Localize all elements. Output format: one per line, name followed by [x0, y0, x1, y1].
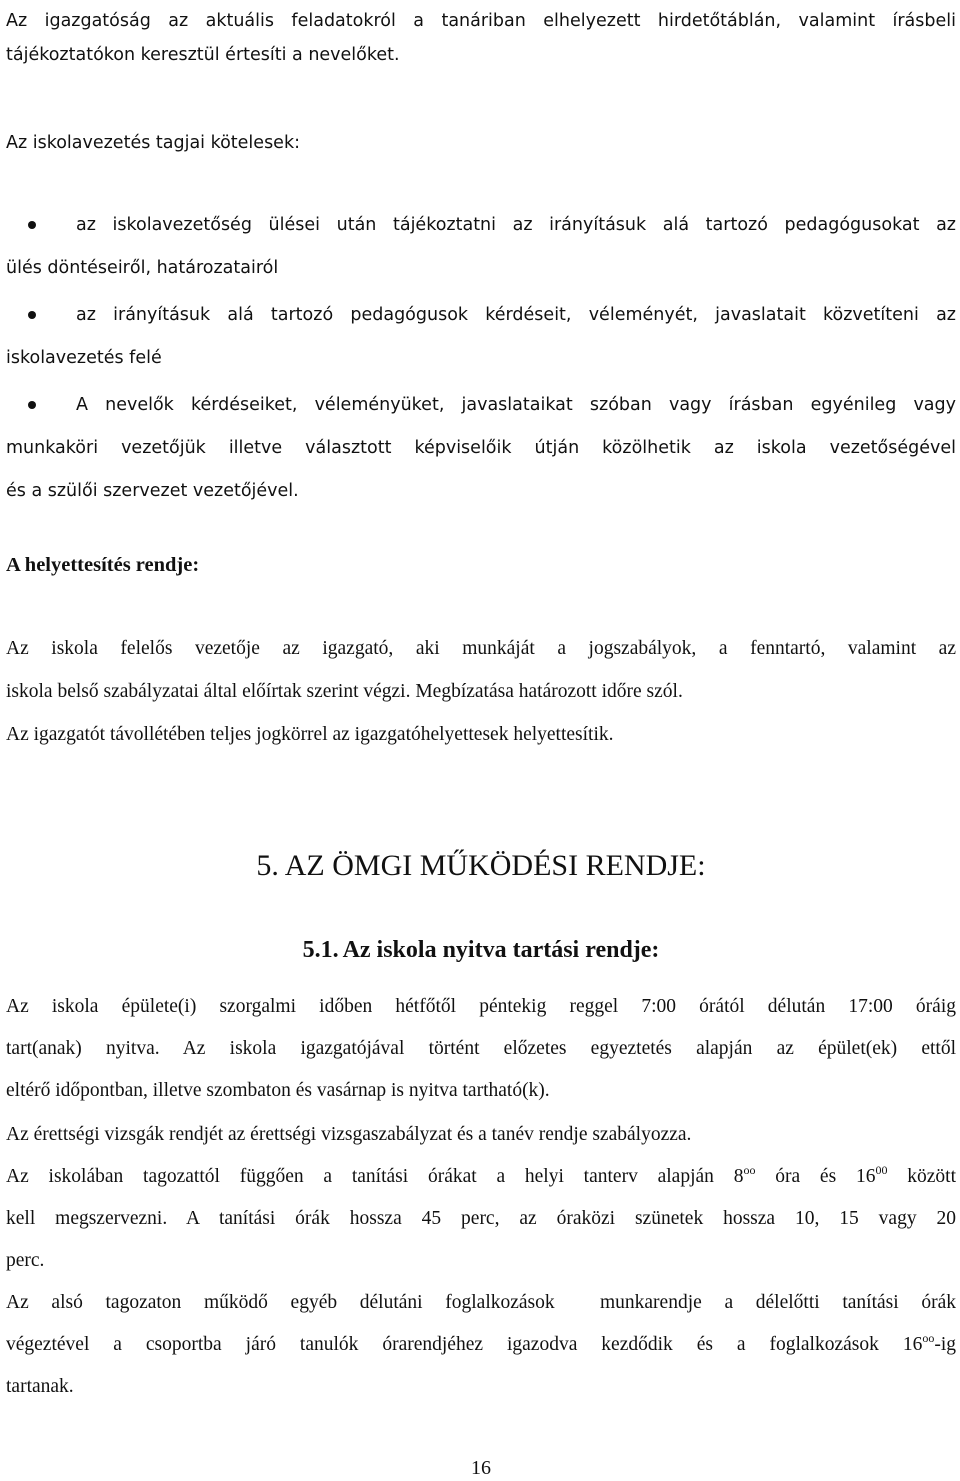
substitution-heading: A helyettesítés rendje:	[6, 554, 200, 576]
chapter-heading: 5. AZ ÖMGI MŰKÖDÉSI RENDJE:	[256, 849, 706, 882]
section-number: 5.1.	[302, 937, 339, 963]
afternoon-paragraph	[6, 1282, 956, 1408]
intro-line: Az igazgatóság az aktuális feladatokról a tanáriban elhelyezett hirdetőtáblán, valamint írásbeli	[6, 11, 956, 31]
paragraph-line: tart(anak) nyitva. Az iskola igazgatójával történt előzetes egyeztetés alapján az épület(ek) ettől	[6, 1038, 956, 1059]
text-run: végeztével a csoportba járó tanulók órarendjéhez igazodva kezdődik és a foglalkozások 16	[6, 1334, 923, 1355]
superscript: 00	[875, 1163, 888, 1177]
bullet-icon	[28, 311, 36, 319]
section-heading	[6, 932, 956, 968]
list-item-line: ülés döntéseiről, határozatairól	[6, 258, 279, 278]
list-item	[6, 384, 956, 513]
text-run: óra és 16	[755, 1166, 876, 1187]
exam-paragraph: Az érettségi vizsgák rendjét az érettségi vizsgaszabályzat és a tanév rendje szabályozza.	[6, 1124, 692, 1145]
superscript: oo	[922, 1331, 935, 1345]
list-item-line: munkaköri vezetőjük illetve választott képviselőik útján közölhetik az iskola vezetőségével	[6, 438, 956, 458]
list-item-line: és a szülői szervezet vezetőjével.	[6, 481, 299, 501]
paragraph-line: Az iskola épülete(i) szorgalmi időben hétfőtől péntekig reggel 7:00 órától délután 17:00 óráig	[6, 996, 956, 1017]
substitution-paragraph	[6, 627, 956, 756]
list-item-line: az iskolavezetőség ülései után tájékoztatni az irányításuk alá tartozó pedagógusokat az	[76, 215, 956, 235]
list-item	[6, 294, 956, 384]
lesson-times-paragraph	[6, 1156, 956, 1282]
paragraph-line: kell megszervezni. A tanítási órák hossza 45 perc, az óraközi szünetek hossza 10, 15 vagy 20	[6, 1208, 956, 1229]
paragraph-line	[6, 1156, 956, 1198]
paragraph-line: Az alsó tagozaton működő egyéb délutáni foglalkozások munkarendje a délelőtti tanítási órák	[6, 1292, 956, 1313]
page-number: 16	[471, 1457, 491, 1479]
opening-hours-paragraph	[6, 986, 956, 1112]
paragraph-line	[6, 1324, 956, 1366]
intro-line: tájékoztatókon keresztül értesíti a nevelőket.	[6, 45, 400, 65]
paragraph-line: tartanak.	[6, 1376, 74, 1397]
paragraph-line: perc.	[6, 1250, 45, 1271]
paragraph-line: Az igazgatót távollétében teljes jogkörrel az igazgatóhelyettesek helyettesítik.	[6, 724, 614, 745]
list-item-line: A nevelők kérdéseiket, véleményüket, javaslataikat szóban vagy írásban egyénileg vagy	[76, 395, 956, 415]
text-run: Az iskolában tagozattól függően a tanítási órákat a helyi tanterv alapján 8	[6, 1166, 744, 1187]
superscript: oo	[743, 1163, 756, 1177]
list-item	[6, 204, 956, 294]
bullet-icon	[28, 401, 36, 409]
text-run: -ig	[934, 1334, 956, 1355]
duties-list	[6, 204, 956, 513]
text-run: között	[887, 1166, 956, 1187]
section-title: Az iskola nyitva tartási rendje:	[342, 937, 660, 963]
list-item-line: iskolavezetés felé	[6, 348, 162, 368]
list-item-line: az irányításuk alá tartozó pedagógusok kérdéseit, véleményét, javaslatait közvetíteni az	[76, 305, 956, 325]
intro-paragraph	[6, 0, 956, 76]
duties-heading: Az iskolavezetés tagjai kötelesek:	[6, 133, 300, 153]
paragraph-line: eltérő időpontban, illetve szombaton és vasárnap is nyitva tartható(k).	[6, 1080, 550, 1101]
bullet-icon	[28, 221, 36, 229]
paragraph-line: iskola belső szabályzatai által előírtak szerint végzi. Megbízatása határozott időre szól.	[6, 681, 683, 702]
paragraph-line: Az iskola felelős vezetője az igazgató, aki munkáját a jogszabályok, a fenntartó, valamint az	[6, 638, 956, 659]
